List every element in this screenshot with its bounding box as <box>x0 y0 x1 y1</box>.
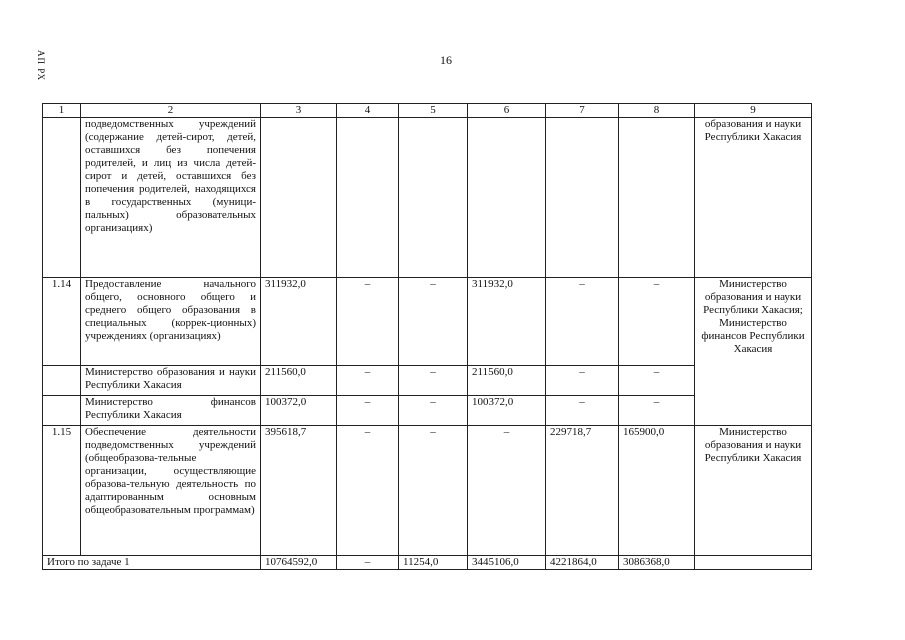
cell-value: – <box>546 396 619 426</box>
table-row <box>43 426 812 556</box>
row-name: Обеспечение деятельности подведомственных учреждений (общеобразова-тельные организации, осуществляющие образова-тельную деятельность по адаптированным основным общеобразовательным программам) <box>81 426 261 556</box>
header-cell: 3 <box>261 104 337 118</box>
total-value: 4221864,0 <box>546 556 619 570</box>
total-value: 3086368,0 <box>619 556 695 570</box>
row-number: 1.15 <box>43 426 81 556</box>
row-number <box>43 366 81 396</box>
page-number: 16 <box>440 53 452 67</box>
row-name: подведомственных учреждений (содержание детей-сирот, детей, оставшихся без попечения родителей, и лиц из числа детей-сирот и детей, оставшихся без попечения родителей, находящихся в государственных (муници-пальных) образовательных организациях) <box>81 118 261 278</box>
cell-value: 100372,0 <box>261 396 337 426</box>
total-value: – <box>337 556 399 570</box>
cell-value: 211560,0 <box>261 366 337 396</box>
cell-value: – <box>337 396 399 426</box>
cell-value: – <box>337 278 399 366</box>
cell-value: – <box>399 366 468 396</box>
row-number <box>43 396 81 426</box>
cell-value <box>619 118 695 278</box>
cell-value <box>399 118 468 278</box>
responsible-cell: Министерство образования и науки Республики Хакасия; Министерство финансов Республики Хакасия <box>695 278 812 426</box>
total-value: 11254,0 <box>399 556 468 570</box>
cell-value: – <box>399 396 468 426</box>
total-value <box>695 556 812 570</box>
cell-value: 165900,0 <box>619 426 695 556</box>
cell-value: – <box>619 396 695 426</box>
cell-value <box>337 118 399 278</box>
total-row <box>43 556 812 570</box>
row-number: 1.14 <box>43 278 81 366</box>
cell-value <box>546 118 619 278</box>
cell-value: 100372,0 <box>468 396 546 426</box>
cell-value: – <box>337 426 399 556</box>
total-value: 3445106,0 <box>468 556 546 570</box>
cell-value: 311932,0 <box>468 278 546 366</box>
header-cell: 1 <box>43 104 81 118</box>
header-cell: 7 <box>546 104 619 118</box>
row-name: Предоставление начального общего, основного общего и среднего общего образования в специальных (коррек-ционных) учреждениях (организациях) <box>81 278 261 366</box>
cell-value: – <box>337 366 399 396</box>
table-row <box>43 278 812 366</box>
cell-value: – <box>399 426 468 556</box>
row-name: Министерство образования и науки Республики Хакасия <box>81 366 261 396</box>
table-header-row <box>43 104 812 118</box>
budget-table <box>42 103 812 570</box>
total-label: Итого по задаче 1 <box>43 556 261 570</box>
cell-value: 311932,0 <box>261 278 337 366</box>
cell-value: – <box>546 278 619 366</box>
table-row <box>43 118 812 278</box>
cell-value <box>468 118 546 278</box>
cell-value: – <box>399 278 468 366</box>
row-number <box>43 118 81 278</box>
header-cell: 4 <box>337 104 399 118</box>
cell-value: – <box>619 366 695 396</box>
responsible-cell: Министерство образования и науки Республики Хакасия <box>695 426 812 556</box>
cell-value: – <box>619 278 695 366</box>
cell-value: 211560,0 <box>468 366 546 396</box>
cell-value: 229718,7 <box>546 426 619 556</box>
cell-value: – <box>468 426 546 556</box>
cell-value: – <box>546 366 619 396</box>
total-value: 10764592,0 <box>261 556 337 570</box>
side-label: АП РХ <box>36 50 46 82</box>
header-cell: 8 <box>619 104 695 118</box>
row-name: Министерство финансов Республики Хакасия <box>81 396 261 426</box>
cell-value: 395618,7 <box>261 426 337 556</box>
header-cell: 2 <box>81 104 261 118</box>
responsible-cell: образования и науки Республики Хакасия <box>695 118 812 278</box>
header-cell: 9 <box>695 104 812 118</box>
cell-value <box>261 118 337 278</box>
header-cell: 6 <box>468 104 546 118</box>
header-cell: 5 <box>399 104 468 118</box>
